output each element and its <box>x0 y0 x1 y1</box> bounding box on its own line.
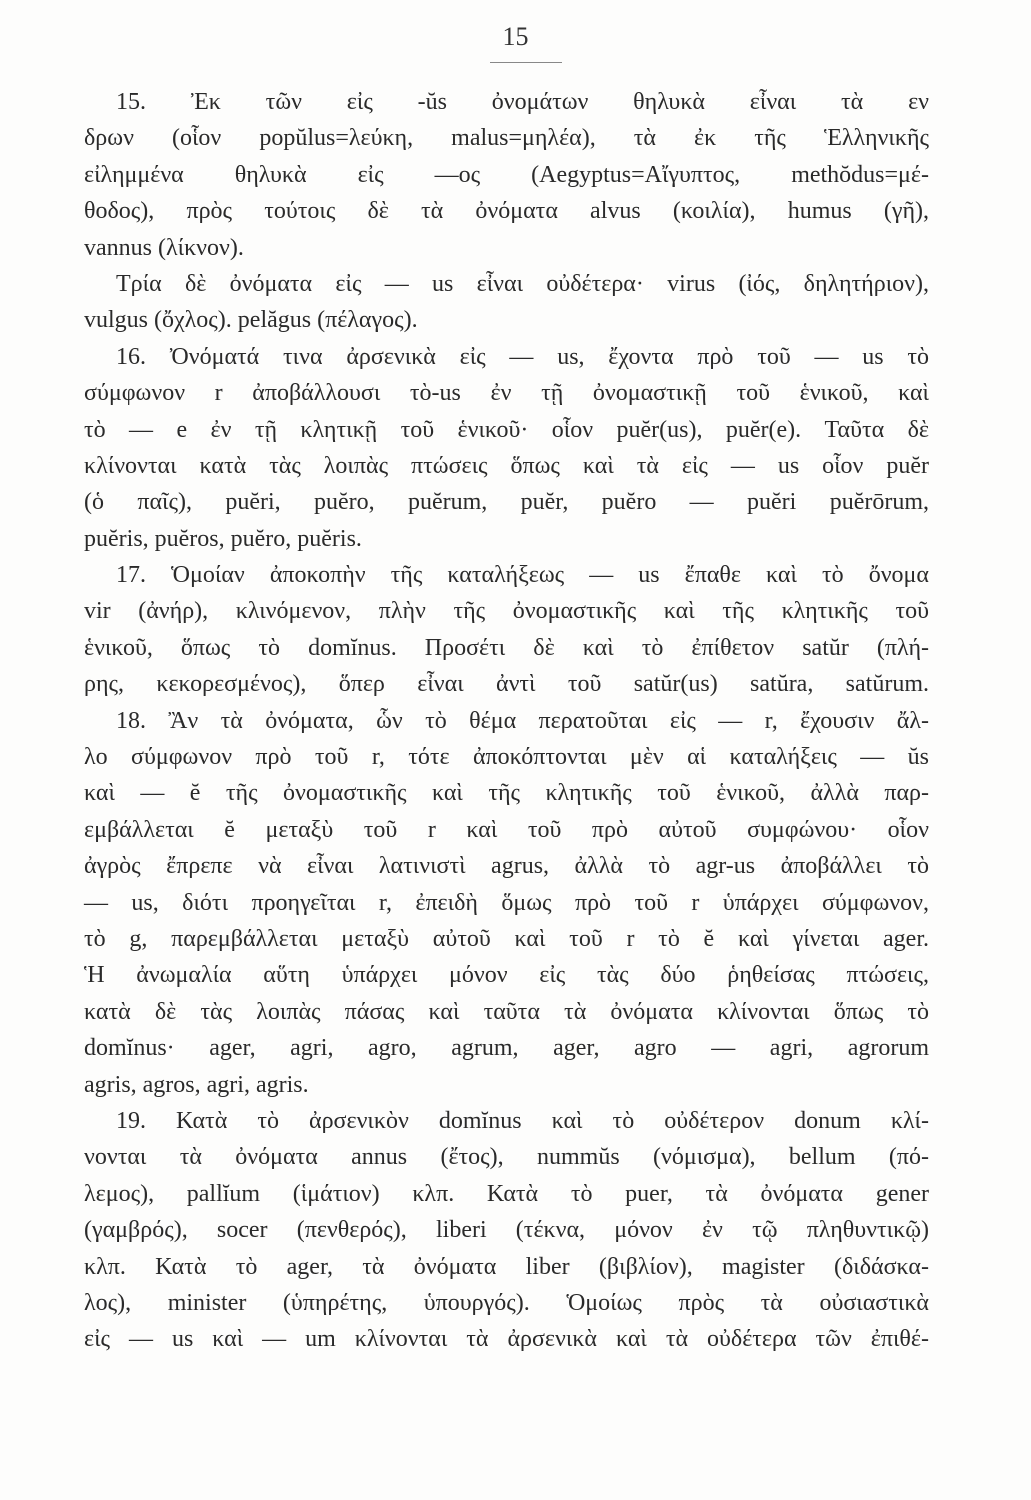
text-line: σύμφωνον r ἀποβάλλουσι τὸ-us ἐν τῇ ὀνομαστικῇ τοῦ ἑνικοῦ, καὶ <box>84 380 929 407</box>
page-number: 15 <box>502 22 529 51</box>
text-line: λεμος), pallĭum (ἱμάτιον) κλπ. Κατὰ τὸ puer, τὰ ὀνόματα gener <box>84 1180 929 1207</box>
text-line: ἀγρὸς ἔπρεπε νὰ εἶναι λατινιστὶ agrus, ἀλλὰ τὸ agr-us ἀποβάλλει τὸ <box>84 853 929 880</box>
text-line: λος), minister (ὑπηρέτης, ὑπουργός). Ὁμοίως πρὸς τὰ οὐσιαστικὰ <box>84 1289 929 1316</box>
text-line: Ἡ ἀνωμαλία αὕτη ὑπάρχει μόνον εἰς τὰς δύο ῥηθείσας πτώσεις, <box>84 962 929 989</box>
text-line: τὸ g, παρεμβάλλεται μεταξὺ αὐτοῦ καὶ τοῦ r τὸ ĕ καὶ γίνεται ager. <box>84 925 929 952</box>
text-line: puĕris, puĕros, puĕro, puĕris. <box>84 525 362 552</box>
text-line: ρης, κεκορεσμένος), ὅπερ εἶναι ἀντὶ τοῦ satŭr(us) satŭra, satŭrum. <box>84 671 929 698</box>
text-line: κλπ. Κατὰ τὸ ager, τὰ ὀνόματα liber (βιβλίον), magister (διδάσκα- <box>84 1253 929 1280</box>
text-line: vulgus (ὄχλος). pelăgus (πέλαγος). <box>84 307 418 334</box>
text-line: 19. Κατὰ τὸ ἀρσενικὸν domĭnus καὶ τὸ οὐδέτερον donum κλί- <box>116 1107 929 1134</box>
text-line: 15. Ἐκ τῶν εἰς -ŭs ὀνομάτων θηλυκὰ εἶναι τὰ εν <box>116 89 929 115</box>
text-line: Τρία δὲ ὀνόματα εἰς — us εἶναι οὐδέτερα· virus (ἰός, δηλητήριον), <box>116 270 929 297</box>
text-line: κατὰ δὲ τὰς λοιπὰς πάσας καὶ ταῦτα τὰ ὀνόματα κλίνονται ὅπως τὸ <box>84 998 929 1025</box>
text-line: (γαμβρός), socer (πενθερός), liberi (τέκνα, μόνον ἐν τῷ πληθυντικῷ) <box>84 1217 929 1244</box>
text-line: εἰς — us καὶ — um κλίνονται τὰ ἀρσενικὰ καὶ τὰ οὐδέτερα τῶν ἐπιθέ- <box>84 1326 929 1353</box>
text-line: νονται τὰ ὀνόματα annus (ἔτος), nummŭs (νόμισμα), bellum (πό- <box>84 1144 929 1171</box>
text-line: θοδος), πρὸς τούτοις δὲ τὰ ὀνόματα alvus (κοιλία), humus (γῆ), <box>84 198 929 225</box>
text-line: δρων (οἷον popŭlus=λεύκη, malus=μηλέα), τὰ ἐκ τῆς Ἑλληνικῆς <box>84 125 929 152</box>
text-line: vannus (λίκνον). <box>84 234 244 261</box>
text-line: καὶ — ĕ τῆς ὀνομαστικῆς καὶ τῆς κλητικῆς τοῦ ἑνικοῦ, ἀλλὰ παρ- <box>84 780 929 807</box>
text-line: — us, διότι προηγεῖται r, ἐπειδὴ ὅμως πρὸ τοῦ r ὑπάρχει σύμφωνον, <box>84 889 930 916</box>
text-line: 18. Ἂν τὰ ὀνόματα, ὧν τὸ θέμα περατοῦται εἰς — r, ἔχουσιν ἄλ- <box>116 707 929 734</box>
header-rule <box>490 62 562 63</box>
text-line: λο σύμφωνον πρὸ τοῦ r, τότε ἀποκόπτονται μὲν αἱ καταλήξεις — ŭs <box>84 744 929 771</box>
page-body-text <box>84 84 929 1358</box>
text-line: agris, agros, agri, agris. <box>84 1071 309 1098</box>
text-line: 16. Ὀνόματά τινα ἀρσενικὰ εἰς — us, ἔχοντα πρὸ τοῦ — us τὸ <box>116 343 929 370</box>
text-line: κλίνονται κατὰ τὰς λοιπὰς πτώσεις ὅπως καὶ τὰ εἰς — us οἷον puĕr <box>84 452 929 479</box>
text-line: vir (ἀνήρ), κλινόμενον, πλὴν τῆς ὀνομαστικῆς καὶ τῆς κλητικῆς τοῦ <box>84 598 929 625</box>
text-line: τὸ — e ἐν τῇ κλητικῇ τοῦ ἑνικοῦ· οἷον puĕr(us), puĕr(e). Ταῦτα δὲ <box>84 416 929 443</box>
text-line: εμβάλλεται ĕ μεταξὺ τοῦ r καὶ τοῦ πρὸ αὐτοῦ συμφώνου· οἷον <box>84 816 929 843</box>
text-line: ἑνικοῦ, ὅπως τὸ domĭnus. Προσέτι δὲ καὶ τὸ ἐπίθετον satŭr (πλή- <box>84 634 929 661</box>
text-line: 17. Ὁμοίαν ἀποκοπὴν τῆς καταλήξεως — us ἔπαθε καὶ τὸ ὄνομα <box>116 562 929 589</box>
text-line: domĭnus· ager, agri, agro, agrum, ager, agro — agri, agrorum <box>84 1035 929 1062</box>
text-line: (ὁ παῖς), puĕri, puĕro, puĕrum, puĕr, puĕro — puĕri puĕrōrum, <box>84 489 929 516</box>
text-line: εἰλημμένα θηλυκὰ εἰς —ος (Aegyptus=Αἴγυπτος, methŏdus=μέ- <box>84 161 929 188</box>
